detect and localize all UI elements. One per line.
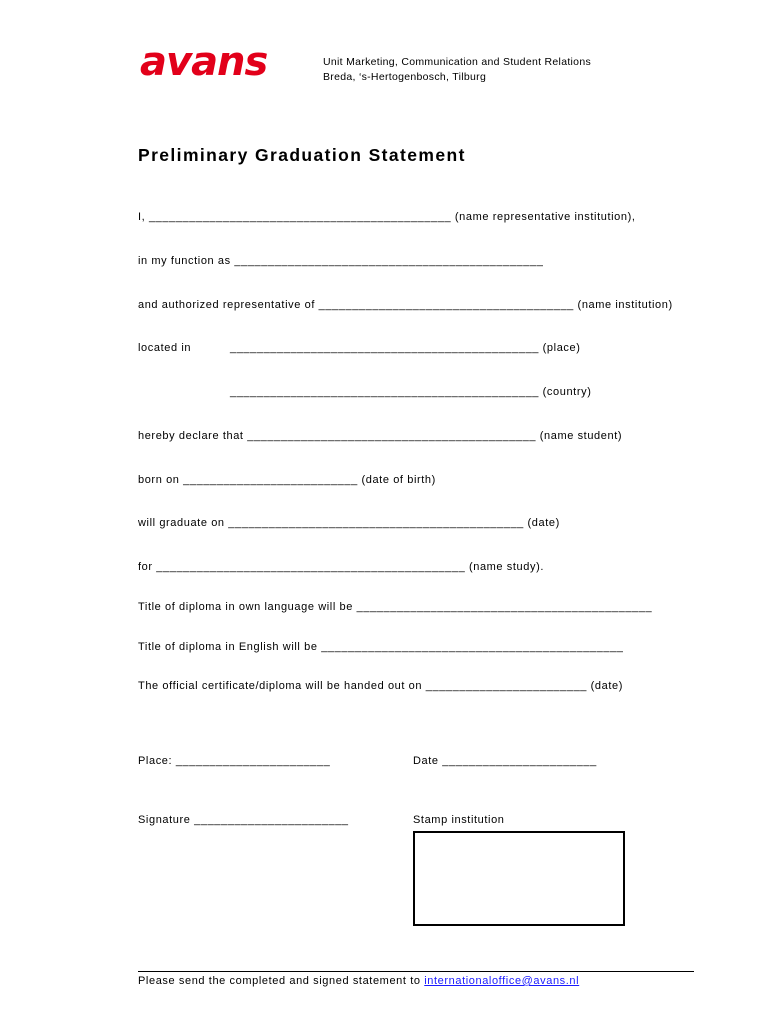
footer-divider [138, 971, 694, 972]
footer-text: Please send the completed and signed statement to [138, 975, 425, 987]
institution-field[interactable]: and authorized representative of ______________________________________ (name institution) [138, 299, 673, 311]
study-name-field[interactable]: for ______________________________________________ (name study). [138, 561, 545, 573]
unit-name: Unit Marketing, Communication and Student Relations [323, 56, 592, 68]
date-of-birth-field[interactable]: born on __________________________ (date of birth) [138, 474, 436, 486]
name-representative-field[interactable]: I, _____________________________________________ (name representative institution), [138, 211, 636, 223]
diploma-title-own-field[interactable]: Title of diploma in own language will be ____________________________________________ [138, 601, 653, 613]
place-field[interactable]: ______________________________________________ (place) [230, 342, 581, 354]
handout-date-field[interactable]: The official certificate/diploma will be handed out on ________________________ (date) [138, 680, 623, 692]
unit-address [323, 55, 591, 85]
date-signature-field[interactable]: Date _______________________ [413, 755, 597, 767]
located-label: located in [138, 342, 192, 354]
place-signature-field[interactable]: Place: _______________________ [138, 755, 331, 767]
footer-note [138, 975, 579, 987]
function-field[interactable]: in my function as ______________________________________________ [138, 255, 544, 267]
avans-logo: avans [140, 39, 268, 85]
diploma-title-english-field[interactable]: Title of diploma in English will be _____________________________________________ [138, 641, 624, 653]
signature-field[interactable]: Signature _______________________ [138, 814, 349, 826]
student-name-field[interactable]: hereby declare that ___________________________________________ (name student) [138, 430, 623, 442]
country-field[interactable]: ______________________________________________ (country) [230, 386, 592, 398]
page-title: Preliminary Graduation Statement [138, 145, 466, 165]
graduation-date-field[interactable]: will graduate on ____________________________________________ (date) [138, 517, 560, 529]
unit-locations: Breda, ‘s-Hertogenbosch, Tilburg [323, 71, 487, 83]
stamp-box [413, 831, 625, 926]
email-link[interactable]: internationaloffice@avans.nl [424, 975, 580, 987]
stamp-label: Stamp institution [413, 814, 505, 826]
